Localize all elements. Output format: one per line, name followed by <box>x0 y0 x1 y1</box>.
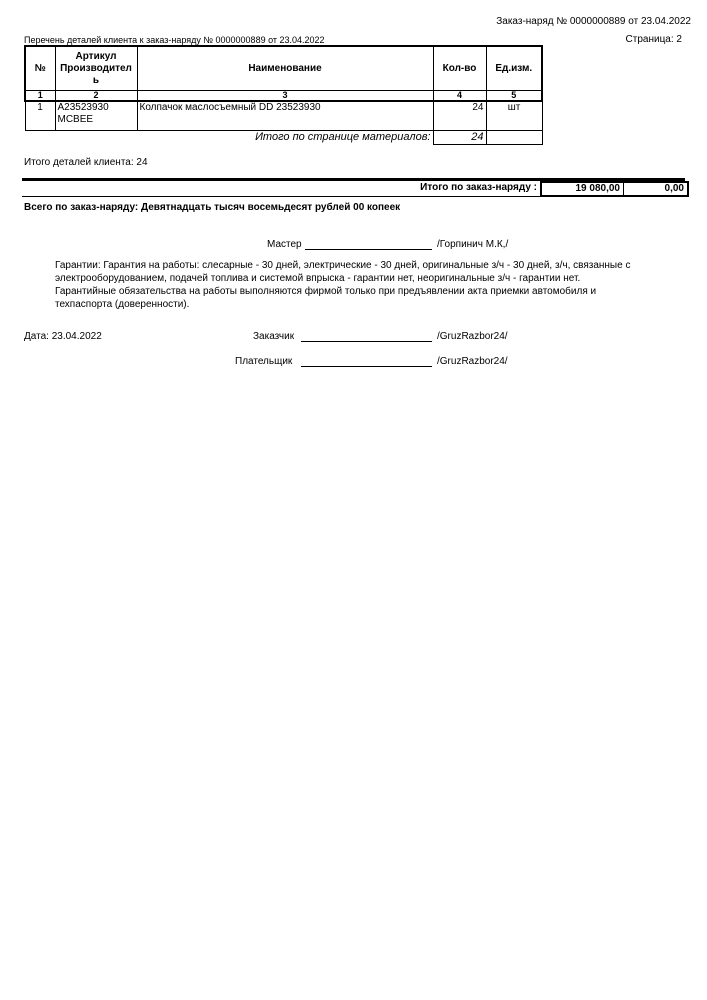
row-article <box>55 101 137 131</box>
col-header-article <box>55 46 137 91</box>
document-date: Дата: 23.04.2022 <box>24 331 102 342</box>
col-header-qty: Кол-во <box>433 46 486 91</box>
client-parts-total: Итого деталей клиента: 24 <box>24 157 148 168</box>
parts-table <box>24 45 543 145</box>
customer-label: Заказчик <box>253 331 295 342</box>
col-header-name: Наименование <box>137 46 433 91</box>
payer-signature-line <box>301 366 432 367</box>
col-header-unit: Ед.изм. <box>486 46 542 91</box>
col-header-article-line: Производител <box>60 62 132 74</box>
page-total-label: Итого по странице материалов: <box>255 131 431 143</box>
customer-name: /GruzRazbor24/ <box>437 331 508 342</box>
col-header-article-line: ь <box>92 74 100 86</box>
payer-name: /GruzRazbor24/ <box>437 356 508 367</box>
master-signature-line <box>305 249 432 250</box>
col-number: 2 <box>55 91 137 102</box>
col-number: 1 <box>25 91 55 102</box>
master-name: /Горпинич М.К,/ <box>437 239 509 250</box>
customer-signature-line <box>301 341 432 342</box>
row-article-maker: MCBEE <box>57 114 94 125</box>
col-header-article-line: Артикул <box>75 50 117 62</box>
order-total-box <box>540 181 689 197</box>
table-row <box>25 101 542 131</box>
warranty-text: Гарантии: Гарантия на работы: слесарные - 30 дней, электрические - 30 дней, оригинальные з/ч - 30 дней, з/ч, связанные с электрооборудованием, подачей топлива и системой впрыска - гарантии нет, неоригинальные з/ч - гарантии нет. Гарантийные обязательства на работы выполняются фирмой только при предъявлении акта приемки автомобиля и техпаспорта (доверенности). <box>55 260 631 310</box>
row-name: Колпачок маслосъемный DD 23523930 <box>137 101 433 131</box>
row-unit: шт <box>486 101 542 131</box>
order-total-label: Итого по заказ-наряду : <box>420 182 537 193</box>
master-label: Мастер <box>267 239 302 250</box>
order-total-extra: 0,00 <box>664 183 684 194</box>
row-article-code: A23523930 <box>57 102 109 113</box>
page-total-value: 24 <box>433 131 486 145</box>
col-header-num: № <box>25 46 55 91</box>
column-numbers-row <box>25 91 542 102</box>
total-in-words: Всего по заказ-наряду: Девятнадцать тысяч восемьдесят рублей 00 копеек <box>24 202 401 213</box>
payer-label: Плательщик <box>235 356 293 367</box>
order-total-sum: 19 080,00 <box>542 183 624 195</box>
order-reference: Заказ-наряд № 0000000889 от 23.04.2022 <box>496 16 691 27</box>
col-number: 5 <box>486 91 542 102</box>
col-number: 3 <box>137 91 433 102</box>
row-qty: 24 <box>433 101 486 131</box>
col-number: 4 <box>433 91 486 102</box>
row-num: 1 <box>25 101 55 131</box>
page-number: Страница: 2 <box>625 34 682 45</box>
page-total-row <box>25 131 542 145</box>
parts-list-title: Перечень деталей клиента к заказ-наряду № 0000000889 от 23.04.2022 <box>24 35 325 45</box>
table-header-row <box>25 46 542 91</box>
